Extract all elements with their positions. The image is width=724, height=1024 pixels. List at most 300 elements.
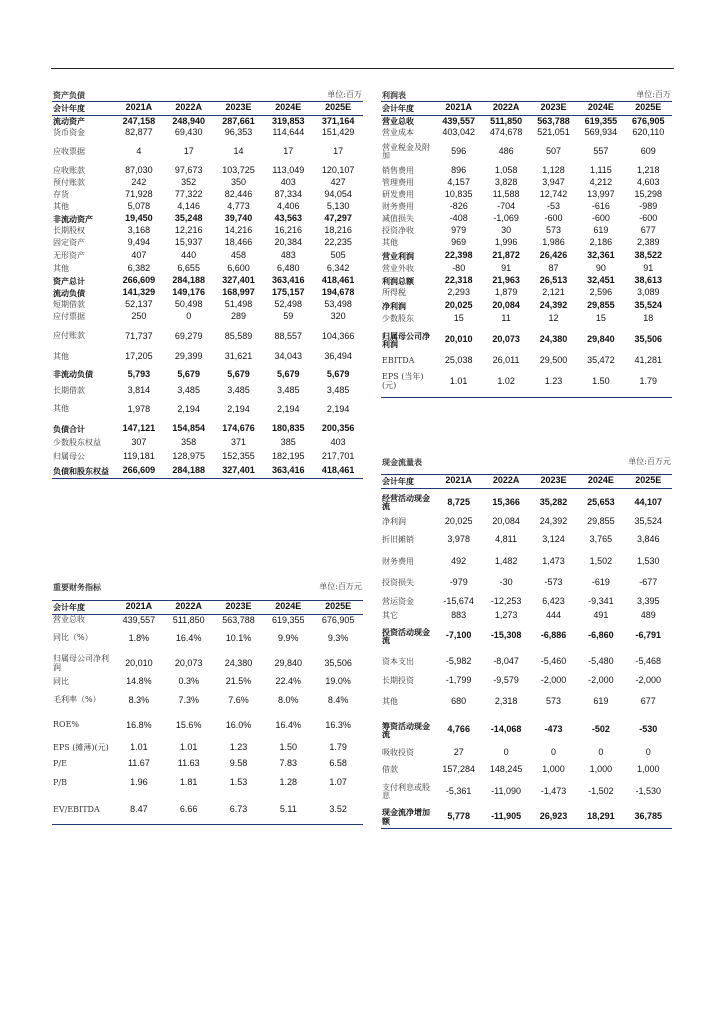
cell-2021a: -5,361 — [445, 786, 472, 797]
cell-2024e: 16.4% — [275, 719, 302, 730]
cell-2025e: 418,461 — [313, 464, 363, 478]
cell-2023e: 1.23 — [530, 367, 577, 397]
cell-2022a: 97,673 — [174, 165, 203, 176]
cell-2021a: 15 — [453, 313, 464, 324]
table-row — [381, 313, 672, 325]
cell-2021a: -826 — [449, 201, 468, 212]
row-label: 负债合计 — [53, 423, 85, 434]
row-label: 应付账款 — [53, 331, 85, 341]
cell-2022a: 11 — [501, 313, 511, 324]
cell-2024e: 13,997 — [587, 189, 615, 200]
cell-2022a: 77,322 — [174, 189, 203, 200]
row-label: 应收账款 — [53, 165, 85, 175]
cell-2023e: 1.53 — [229, 777, 248, 788]
header-label: 会计年度 — [381, 474, 435, 488]
cell-2022a: 148,245 — [489, 764, 523, 775]
cell-2023e: 87 — [548, 263, 559, 274]
table-row — [381, 189, 672, 201]
cell-2022a: -11,090 — [491, 786, 522, 797]
table-row — [52, 713, 363, 738]
cell-2024e: 7.83 — [279, 758, 298, 769]
cell-2025e: 36,785 — [625, 806, 672, 828]
cell-2025e: 18 — [643, 313, 654, 324]
row-label: 长期股权 — [53, 225, 85, 235]
cell-2025e: 676,905 — [321, 614, 355, 625]
cell-2025e: 676,905 — [632, 115, 665, 126]
cell-2025e: 505 — [330, 250, 346, 261]
cell-2022a: -1,069 — [493, 213, 519, 224]
table-row — [52, 115, 363, 127]
row-label: 利润总额 — [382, 275, 414, 286]
cell-2025e: 35,524 — [634, 516, 663, 527]
table-row — [381, 367, 672, 397]
table-row — [381, 249, 672, 263]
cell-2022a: 1,482 — [494, 556, 518, 567]
cell-2024e: 29,855 — [587, 516, 615, 527]
row-label: 应收票据 — [53, 146, 85, 156]
cell-2022a: 21,872 — [492, 250, 520, 261]
table-row — [52, 165, 363, 177]
cell-2023e: 563,788 — [222, 614, 255, 625]
cell-2024e: 1,115 — [589, 165, 612, 176]
ratios-unit: 单位:百万元 — [319, 582, 362, 592]
cell-2022a: 1,996 — [494, 237, 518, 248]
cell-2022a: 284,188 — [172, 275, 205, 286]
cell-2025e: 1,218 — [637, 165, 660, 176]
cell-2022a: 50,498 — [174, 299, 203, 310]
cell-2025e: -530 — [639, 724, 658, 735]
cell-2022a: 15,937 — [174, 237, 203, 248]
cell-2024e: 2,596 — [589, 287, 613, 298]
cell-2024e: 4,406 — [277, 201, 300, 212]
cell-2025e: 22,235 — [324, 237, 352, 248]
table-row — [52, 614, 363, 626]
cell-2023e: 24,380 — [224, 657, 253, 668]
cell-2024e: -5,480 — [588, 656, 614, 667]
cell-2024e: 29,840 — [274, 657, 303, 668]
cell-2021a: 247,158 — [122, 115, 156, 126]
table-row — [52, 364, 363, 385]
cell-2023e: 96,353 — [224, 127, 253, 138]
cell-2021a: 14.8% — [126, 676, 152, 687]
table-row — [381, 115, 672, 127]
cell-2021a: 439,557 — [122, 614, 156, 625]
cell-2021a: -408 — [449, 213, 468, 224]
cell-2025e: 489 — [640, 610, 656, 621]
table-row — [381, 762, 672, 778]
cell-2025e: 677 — [640, 696, 656, 707]
cell-2024e: 1,502 — [589, 556, 613, 567]
cell-2021a: 1.8% — [128, 632, 150, 643]
cell-2021a: 969 — [451, 237, 467, 248]
cell-2021a: 141,329 — [122, 287, 156, 298]
cell-2023e: 24,392 — [539, 300, 568, 311]
cell-2024e: 5,679 — [277, 368, 300, 379]
cell-2022a: 4,811 — [495, 534, 518, 545]
cell-2021a: -1,799 — [445, 675, 472, 686]
row-label: 减值损失 — [382, 213, 414, 223]
cell-2023e: -573 — [544, 577, 563, 588]
cell-2023e: 289 — [230, 311, 246, 322]
cell-2025e: 2,194 — [326, 403, 350, 414]
table-row — [381, 516, 672, 528]
cell-2021a: -80 — [452, 263, 466, 274]
cell-2022a: 6,655 — [177, 263, 200, 274]
cell-2023e: -1,473 — [540, 786, 567, 797]
row-label: 其他 — [382, 696, 398, 706]
cell-2021a: 1.01 — [130, 742, 148, 753]
cell-2025e: 3,395 — [637, 596, 660, 607]
cell-2021a: 4 — [136, 146, 142, 157]
cell-2023e: -600 — [544, 213, 563, 224]
row-label: 财务费用 — [382, 556, 414, 566]
cell-2021a: 883 — [451, 610, 467, 621]
cell-2021a: 19,450 — [125, 213, 153, 224]
income-table — [381, 89, 672, 398]
cell-2025e: 5,679 — [326, 368, 350, 379]
cell-2025e: 3,846 — [637, 534, 660, 545]
table-row — [381, 806, 672, 828]
cell-2022a: 1,058 — [494, 165, 518, 176]
table-row — [52, 323, 363, 350]
cell-2025e: 0 — [645, 747, 651, 758]
cell-2024e: -619 — [591, 577, 610, 588]
cell-2024e: 6,480 — [277, 263, 300, 274]
cell-2022a: -704 — [497, 201, 516, 212]
cell-2024e: 3,485 — [277, 385, 300, 396]
table-row — [52, 626, 363, 651]
cell-2024e: 59 — [283, 311, 294, 322]
cell-2025e: 217,701 — [321, 451, 355, 462]
cell-2025e: 35,506 — [634, 334, 663, 345]
cell-2023e: 10.1% — [225, 632, 252, 643]
cell-2022a: 91 — [501, 263, 512, 274]
row-label: 同比（%） — [53, 633, 93, 643]
cell-2022a: 7.3% — [178, 694, 199, 705]
cell-2021a: 403,042 — [442, 127, 475, 138]
cell-2025e: 91 — [643, 263, 654, 274]
cell-2022a: 248,940 — [172, 115, 205, 126]
row-label: 长期投资 — [382, 675, 414, 685]
cell-2025e: 1.79 — [329, 742, 347, 753]
row-label: 其他 — [53, 201, 69, 211]
cell-2024e: 557 — [593, 146, 609, 157]
cell-2024e: 114,644 — [272, 127, 305, 138]
cell-2025e: 19.0% — [325, 676, 351, 687]
header-year-2021a: 2021A — [114, 101, 164, 115]
table-row — [381, 528, 672, 552]
row-label: 流动资产 — [53, 116, 85, 127]
cell-2025e: 35,506 — [324, 657, 352, 668]
cell-2025e: -6,791 — [635, 630, 662, 641]
cell-2024e: 569,934 — [584, 127, 618, 138]
row-label: 资产总计 — [53, 275, 85, 286]
cell-2023e: 85,589 — [224, 330, 253, 341]
cell-2021a: 20,025 — [444, 300, 473, 311]
header-label: 会计年度 — [52, 101, 114, 115]
cell-2021a: 8,725 — [447, 496, 470, 507]
cell-2021a: 157,284 — [442, 764, 475, 775]
cell-2024e: 32,361 — [587, 250, 615, 261]
cell-2022a: 511,850 — [172, 614, 205, 625]
cell-2023e: 1,986 — [542, 237, 565, 248]
row-label: 经营活动现金流 — [382, 492, 430, 512]
cell-2025e: 1.07 — [329, 777, 347, 788]
cell-2021a: 20,010 — [444, 334, 473, 345]
cell-2021a: 119,181 — [122, 451, 155, 462]
cell-2024e: -1,502 — [588, 786, 614, 797]
cell-2022a: 0.3% — [178, 676, 199, 687]
cell-2024e: 9.9% — [278, 632, 299, 643]
cell-2023e: 152,355 — [222, 451, 255, 462]
cell-2021a: 22,398 — [444, 250, 473, 261]
cell-2024e: 1.50 — [279, 742, 298, 753]
table-row — [52, 287, 363, 299]
table-row — [52, 397, 363, 422]
cell-2022a: 128,975 — [172, 451, 205, 462]
cell-2022a: 20,084 — [492, 516, 520, 527]
cell-2021a: 8.47 — [114, 796, 164, 824]
cell-2023e: 327,401 — [222, 275, 255, 286]
cell-2023e: 444 — [545, 610, 561, 621]
ratios-header-row — [52, 600, 363, 614]
header-label: 会计年度 — [52, 600, 114, 614]
cell-2025e: 15,298 — [634, 189, 663, 200]
row-label: 折旧摊销 — [382, 534, 414, 544]
cell-2024e: 17 — [283, 146, 294, 157]
cell-2025e: 4,603 — [637, 177, 660, 188]
balance-header-row — [52, 101, 363, 115]
cell-2022a: 29,399 — [174, 351, 203, 362]
cell-2021a: 407 — [131, 250, 147, 261]
header-year-2024e: 2024E — [577, 474, 624, 488]
cell-2022a: -8,047 — [493, 656, 519, 667]
table-row — [381, 225, 672, 237]
cell-2025e: -600 — [639, 213, 658, 224]
cell-2021a: 11.67 — [127, 758, 150, 769]
header-year-2025e: 2025E — [313, 600, 363, 614]
row-label: P/E — [53, 758, 67, 768]
cell-2024e: 483 — [280, 250, 296, 261]
cell-2024e: -9,341 — [588, 596, 614, 607]
cell-2025e: 9.3% — [327, 632, 349, 643]
cell-2024e: 619,355 — [584, 115, 618, 126]
cell-2022a: 21,963 — [492, 275, 520, 286]
row-label: 归属母公司净利润 — [53, 654, 109, 672]
cell-2023e: 12,742 — [539, 189, 568, 200]
row-label: 财务费用 — [382, 201, 414, 211]
cell-2024e: 363,416 — [263, 464, 313, 478]
cell-2024e: -616 — [591, 201, 610, 212]
cell-2021a: 10,835 — [444, 189, 473, 200]
cell-2025e: 120,107 — [321, 165, 355, 176]
cell-2025e: 371,164 — [321, 115, 355, 126]
cell-2025e: 36,494 — [324, 351, 352, 362]
row-label: 流动负债 — [53, 287, 85, 298]
cashflow-table — [381, 450, 672, 829]
cell-2024e: 25,653 — [587, 496, 615, 507]
cell-2024e: 3,765 — [589, 534, 613, 545]
cell-2023e: 26,923 — [530, 806, 577, 828]
cell-2023e: 5,679 — [227, 368, 250, 379]
key-ratios-panel — [52, 575, 363, 825]
cell-2021a: -979 — [449, 577, 468, 588]
header-year-2025e: 2025E — [625, 101, 672, 115]
cell-2025e: 35,524 — [634, 300, 663, 311]
cell-2023e: 21.5% — [225, 676, 252, 687]
cell-2024e: 29,840 — [587, 334, 615, 345]
table-row — [52, 311, 363, 323]
header-year-2022a: 2022A — [482, 101, 529, 115]
cell-2025e: 6.58 — [329, 758, 347, 769]
cell-2023e: 12 — [548, 313, 559, 324]
cell-2023e: 35,282 — [539, 496, 568, 507]
cell-2021a: 25,038 — [444, 355, 473, 366]
cell-2024e: 29,855 — [587, 300, 615, 311]
ratios-table — [52, 575, 363, 825]
cell-2021a: 439,557 — [442, 115, 475, 126]
row-label: 其他 — [53, 263, 69, 273]
cell-2021a: 5,793 — [127, 368, 151, 379]
cell-2022a: 284,188 — [164, 464, 214, 478]
balance-table — [52, 89, 363, 479]
table-row — [381, 237, 672, 249]
cell-2021a: 3,168 — [127, 225, 151, 236]
row-label: 长期借款 — [53, 385, 85, 395]
cell-2021a: 147,121 — [122, 423, 156, 434]
header-year-2025e: 2025E — [313, 101, 363, 115]
row-label: 营业税金及附加 — [382, 142, 430, 160]
cell-2021a: 4,157 — [447, 177, 470, 188]
table-row — [381, 488, 672, 516]
cell-2025e: 677 — [640, 225, 656, 236]
cell-2023e: 327,401 — [214, 464, 264, 478]
row-label: 营业外收 — [382, 263, 414, 273]
cell-2025e: 38,613 — [634, 275, 663, 286]
cell-2022a: 20,073 — [492, 334, 520, 345]
cell-2025e: 17 — [333, 146, 344, 157]
cell-2021a: 27 — [453, 747, 464, 758]
cell-2023e: 287,661 — [222, 115, 255, 126]
cell-2024e: 8.0% — [278, 694, 299, 705]
cell-2024e: 619 — [593, 696, 609, 707]
cell-2024e: 15 — [595, 313, 606, 324]
header-year-2023e: 2023E — [530, 474, 577, 488]
cell-2021a: 2,293 — [447, 287, 470, 298]
cell-2022a: 17 — [183, 146, 194, 157]
row-label: 固定资产 — [53, 237, 85, 247]
cell-2021a: 22,318 — [444, 275, 473, 286]
cell-2023e: 3,124 — [542, 534, 565, 545]
cell-2021a: 3,978 — [447, 534, 470, 545]
cell-2025e: 403 — [330, 437, 346, 448]
cell-2021a: 307 — [131, 437, 147, 448]
row-label: 归属母公 — [53, 451, 85, 461]
row-label: 支付利息或股息 — [382, 782, 430, 800]
cell-2021a: 250 — [131, 311, 147, 322]
cell-2021a: 1,978 — [127, 403, 151, 414]
cell-2022a: 0 — [186, 311, 192, 322]
cell-2021a: 680 — [451, 696, 467, 707]
cell-2023e: 18,466 — [224, 237, 253, 248]
cell-2022a: 486 — [498, 146, 514, 157]
cell-2023e: 371 — [230, 437, 246, 448]
cell-2024e: 18,291 — [577, 806, 624, 828]
cell-2022a: -14,068 — [490, 724, 522, 735]
cell-2022a: -11,905 — [482, 806, 529, 828]
table-row — [381, 552, 672, 572]
row-label: 负债和股东权益 — [52, 464, 114, 478]
cell-2022a: 15.6% — [175, 719, 202, 730]
row-label: 投资损失 — [382, 577, 414, 587]
table-row — [52, 275, 363, 287]
cell-2021a: 3,814 — [127, 385, 151, 396]
cell-2024e: 2,186 — [589, 237, 613, 248]
cell-2022a: 474,678 — [489, 127, 523, 138]
cell-2022a: 20,073 — [174, 657, 203, 668]
table-row — [52, 139, 363, 165]
cell-2021a: 8.3% — [128, 694, 150, 705]
row-label: 应付票据 — [53, 311, 85, 321]
balance-sheet-panel — [52, 89, 363, 479]
table-row — [52, 770, 363, 796]
row-label: 非流动负债 — [53, 369, 93, 380]
cell-2022a: 16.4% — [175, 632, 202, 643]
cell-2023e: 1.23 — [229, 742, 248, 753]
cell-2022a: 154,854 — [172, 423, 205, 434]
income-header-row — [381, 101, 672, 115]
cell-2022a: 11,588 — [492, 189, 520, 200]
cell-2022a: 4,146 — [177, 201, 200, 212]
header-year-2021a: 2021A — [435, 474, 482, 488]
cell-2024e: 34,043 — [274, 351, 303, 362]
cash-flow-panel — [381, 450, 672, 829]
cell-2024e: -6,860 — [588, 630, 614, 641]
cell-2021a: 17,205 — [125, 351, 153, 362]
cell-2024e: 385 — [280, 437, 296, 448]
header-year-2022a: 2022A — [164, 600, 214, 614]
row-label: 营业成本 — [382, 127, 414, 137]
cell-2023e: 14,216 — [224, 225, 253, 236]
cell-2023e: 1,473 — [542, 556, 565, 567]
balance-title: 资产负债 — [53, 89, 85, 100]
table-row — [381, 177, 672, 189]
header-year-2023e: 2023E — [530, 101, 577, 115]
cell-2022a: 1,879 — [494, 287, 518, 298]
cell-2025e: 418,461 — [321, 275, 355, 286]
table-row — [381, 594, 672, 610]
row-label: 管理费用 — [382, 177, 414, 187]
cell-2022a: 358 — [181, 437, 197, 448]
cell-2023e: 1,000 — [542, 764, 565, 775]
cell-2025e: 320 — [330, 311, 346, 322]
cell-2023e: 29,500 — [539, 355, 568, 366]
table-row — [381, 778, 672, 806]
table-row — [52, 450, 363, 464]
header-year-2023e: 2023E — [214, 600, 264, 614]
income-statement-panel — [381, 89, 672, 398]
cell-2022a: 1,273 — [494, 610, 518, 621]
cell-2023e: 26,513 — [539, 275, 568, 286]
cell-2023e: 2,194 — [227, 403, 250, 414]
cell-2023e: 3,947 — [542, 177, 565, 188]
cell-2022a: -30 — [499, 577, 513, 588]
table-row — [381, 325, 672, 355]
cell-2025e: -989 — [639, 201, 658, 212]
header-year-2021a: 2021A — [435, 101, 482, 115]
cell-2021a: 1.96 — [130, 777, 148, 788]
cell-2025e: 3,485 — [326, 385, 350, 396]
